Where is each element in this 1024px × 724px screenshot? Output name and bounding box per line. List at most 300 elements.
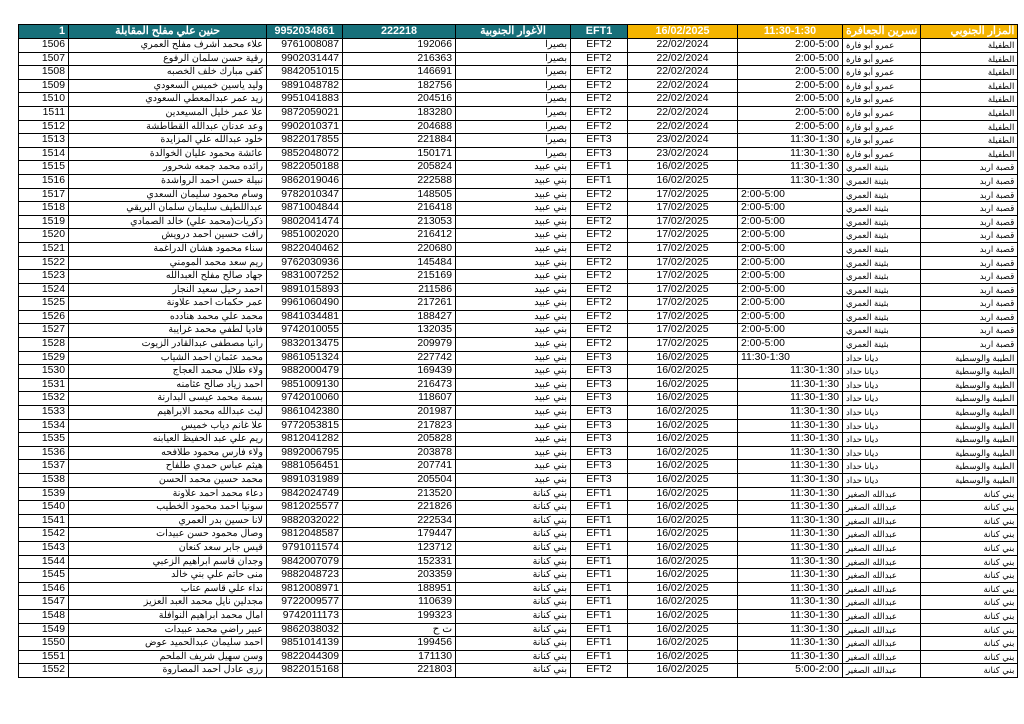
national-id-cell: 9812025577: [267, 501, 343, 515]
table-row: [19, 392, 1018, 406]
date-cell: 16/02/2025: [628, 161, 738, 175]
district-cell: بني كنانة: [921, 582, 1018, 596]
serial-cell: 1534: [19, 419, 69, 433]
date-cell: 17/02/2025: [628, 215, 738, 229]
table-row: [19, 161, 1018, 175]
number-cell: 209979: [343, 338, 456, 352]
supervisor-cell: ديانا حداد: [843, 460, 921, 474]
serial-cell: 1512: [19, 120, 69, 134]
name-cell: محمد عثمان احمد الشياب: [69, 351, 267, 365]
supervisor-cell: عبدالله الصغير: [843, 650, 921, 664]
serial-cell: 1549: [19, 623, 69, 637]
national-id-cell: 9822050188: [267, 161, 343, 175]
supervisor-cell: عمرو أبو فارة: [843, 120, 921, 134]
serial-cell: 1520: [19, 229, 69, 243]
serial-cell: 1514: [19, 147, 69, 161]
school-cell: بني عبيد: [456, 215, 571, 229]
table-row: [19, 66, 1018, 80]
table-row: [19, 270, 1018, 284]
number-cell: 204688: [343, 120, 456, 134]
date-cell: 16/02/2025: [628, 514, 738, 528]
table-row: [19, 174, 1018, 188]
name-cell: عبداللطيف سليمان سلمان البريقي: [69, 202, 267, 216]
serial-cell: 1525: [19, 297, 69, 311]
time-cell: 2:00-5:00: [738, 93, 843, 107]
name-cell: كفى مبارك خلف الخصبه: [69, 66, 267, 80]
date-cell: 17/02/2025: [628, 338, 738, 352]
table-row: [19, 365, 1018, 379]
serial-cell: 1531: [19, 378, 69, 392]
supervisor-cell: عبدالله الصغير: [843, 555, 921, 569]
district-cell: بني كنانة: [921, 541, 1018, 555]
course-cell: EFT2: [571, 39, 628, 53]
national-id-cell: 9822017855: [267, 134, 343, 148]
date-cell: 17/02/2025: [628, 256, 738, 270]
school-cell: بني كنانة: [456, 664, 571, 678]
spreadsheet-table: [18, 24, 1018, 678]
national-id-cell: 9842007079: [267, 555, 343, 569]
serial-cell: 1533: [19, 406, 69, 420]
district-cell: الطيبة والوسطية: [921, 392, 1018, 406]
number-cell: 222588: [343, 174, 456, 188]
name-cell: رقية حسن سلمان الرفوع: [69, 52, 267, 66]
course-cell: EFT2: [571, 66, 628, 80]
date-cell: 16/02/2025: [628, 419, 738, 433]
table-row: [19, 501, 1018, 515]
header-serial-cell: 1: [19, 25, 69, 39]
supervisor-cell: عمرو أبو فارة: [843, 147, 921, 161]
national-id-cell: 9892006795: [267, 446, 343, 460]
district-cell: بني كنانة: [921, 637, 1018, 651]
school-cell: بصيرا: [456, 39, 571, 53]
course-cell: EFT2: [571, 120, 628, 134]
serial-cell: 1551: [19, 650, 69, 664]
date-cell: 16/02/2025: [628, 609, 738, 623]
supervisor-cell: عبدالله الصغير: [843, 596, 921, 610]
course-cell: EFT3: [571, 378, 628, 392]
table-row: [19, 215, 1018, 229]
number-cell: 216412: [343, 229, 456, 243]
serial-cell: 1510: [19, 93, 69, 107]
course-cell: EFT2: [571, 188, 628, 202]
national-id-cell: 9882048723: [267, 569, 343, 583]
serial-cell: 1550: [19, 637, 69, 651]
course-cell: EFT2: [571, 52, 628, 66]
national-id-cell: 9881056451: [267, 460, 343, 474]
time-cell: 2:00-5:00: [738, 297, 843, 311]
number-cell: 220680: [343, 242, 456, 256]
serial-cell: 1509: [19, 79, 69, 93]
date-cell: 16/02/2025: [628, 596, 738, 610]
name-cell: ولاء فارس محمود طلافحه: [69, 446, 267, 460]
supervisor-cell: عبدالله الصغير: [843, 637, 921, 651]
course-cell: EFT2: [571, 283, 628, 297]
name-cell: منى حاتم علي بني خالد: [69, 569, 267, 583]
table-row: [19, 229, 1018, 243]
district-cell: بني كنانة: [921, 555, 1018, 569]
table-row: [19, 596, 1018, 610]
course-cell: EFT3: [571, 351, 628, 365]
course-cell: EFT1: [571, 541, 628, 555]
district-cell: قصبة اربد: [921, 161, 1018, 175]
supervisor-cell: عبدالله الصغير: [843, 623, 921, 637]
table-row: [19, 338, 1018, 352]
serial-cell: 1536: [19, 446, 69, 460]
district-cell: الطيبة والوسطية: [921, 419, 1018, 433]
time-cell: 11:30-1:30: [738, 147, 843, 161]
course-cell: EFT1: [571, 623, 628, 637]
time-cell: 2:00-5:00: [738, 106, 843, 120]
table-row: [19, 147, 1018, 161]
number-cell: 203359: [343, 569, 456, 583]
district-cell: الطفيلة: [921, 66, 1018, 80]
name-cell: فاديا لطفي محمد غرايبة: [69, 324, 267, 338]
school-cell: بصيرا: [456, 147, 571, 161]
school-cell: بني عبيد: [456, 392, 571, 406]
number-cell: 152331: [343, 555, 456, 569]
course-cell: EFT1: [571, 650, 628, 664]
number-cell: 221826: [343, 501, 456, 515]
time-cell: 11:30-1:30: [738, 528, 843, 542]
time-cell: 2:00-5:00: [738, 256, 843, 270]
district-cell: الطيبة والوسطية: [921, 351, 1018, 365]
number-cell: 211586: [343, 283, 456, 297]
school-cell: بصيرا: [456, 52, 571, 66]
national-id-cell: 9891015893: [267, 283, 343, 297]
national-id-cell: 9822040462: [267, 242, 343, 256]
header-district-cell: المزار الجنوبي: [921, 25, 1018, 39]
school-cell: بني كنانة: [456, 541, 571, 555]
name-cell: وصال محمود حسن عبيدات: [69, 528, 267, 542]
course-cell: EFT1: [571, 596, 628, 610]
number-cell: 221884: [343, 134, 456, 148]
number-cell: 222534: [343, 514, 456, 528]
name-cell: قيس جابر سعد كنعان: [69, 541, 267, 555]
number-cell: 145484: [343, 256, 456, 270]
district-cell: الطفيلة: [921, 52, 1018, 66]
number-cell: ت ح: [343, 623, 456, 637]
district-cell: الطيبة والوسطية: [921, 446, 1018, 460]
number-cell: 227742: [343, 351, 456, 365]
time-cell: 2:00-5:00: [738, 270, 843, 284]
number-cell: 110639: [343, 596, 456, 610]
district-cell: الطيبة والوسطية: [921, 474, 1018, 488]
number-cell: 199456: [343, 637, 456, 651]
district-cell: الطفيلة: [921, 93, 1018, 107]
supervisor-cell: بثينة العمري: [843, 161, 921, 175]
supervisor-cell: عبدالله الصغير: [843, 487, 921, 501]
supervisor-cell: بثينة العمري: [843, 229, 921, 243]
supervisor-cell: ديانا حداد: [843, 351, 921, 365]
school-cell: بني عبيد: [456, 378, 571, 392]
supervisor-cell: عبدالله الصغير: [843, 609, 921, 623]
time-cell: 2:00-5:00: [738, 52, 843, 66]
national-id-cell: 9872059021: [267, 106, 343, 120]
course-cell: EFT1: [571, 609, 628, 623]
time-cell: 11:30-1:30: [738, 609, 843, 623]
school-cell: بني عبيد: [456, 297, 571, 311]
course-cell: EFT2: [571, 256, 628, 270]
supervisor-cell: ديانا حداد: [843, 392, 921, 406]
serial-cell: 1523: [19, 270, 69, 284]
district-cell: قصبة اربد: [921, 324, 1018, 338]
national-id-cell: 9812041282: [267, 433, 343, 447]
course-cell: EFT1: [571, 161, 628, 175]
course-cell: EFT3: [571, 446, 628, 460]
supervisor-cell: عمرو أبو فارة: [843, 106, 921, 120]
header-time-cell: 11:30-1:30: [738, 25, 843, 39]
district-cell: الطفيلة: [921, 120, 1018, 134]
supervisor-cell: ديانا حداد: [843, 378, 921, 392]
time-cell: 11:30-1:30: [738, 541, 843, 555]
national-id-cell: 9742011173: [267, 609, 343, 623]
time-cell: 2:00-5:00: [738, 229, 843, 243]
serial-cell: 1542: [19, 528, 69, 542]
school-cell: بني عبيد: [456, 338, 571, 352]
district-cell: الطيبة والوسطية: [921, 365, 1018, 379]
table-row: [19, 39, 1018, 53]
number-cell: 132035: [343, 324, 456, 338]
school-cell: بني كنانة: [456, 623, 571, 637]
table-row: [19, 378, 1018, 392]
course-cell: EFT3: [571, 392, 628, 406]
national-id-cell: 9951041883: [267, 93, 343, 107]
supervisor-cell: عبدالله الصغير: [843, 664, 921, 678]
time-cell: 11:30-1:30: [738, 365, 843, 379]
school-cell: بني كنانة: [456, 501, 571, 515]
supervisor-cell: عمرو أبو فارة: [843, 134, 921, 148]
serial-cell: 1517: [19, 188, 69, 202]
national-id-cell: 9791011574: [267, 541, 343, 555]
serial-cell: 1537: [19, 460, 69, 474]
school-cell: بني عبيد: [456, 202, 571, 216]
time-cell: 2:00-5:00: [738, 310, 843, 324]
national-id-cell: 9742010055: [267, 324, 343, 338]
national-id-cell: 9831007252: [267, 270, 343, 284]
table-row: [19, 406, 1018, 420]
table-row: [19, 93, 1018, 107]
district-cell: الطيبة والوسطية: [921, 460, 1018, 474]
number-cell: 118607: [343, 392, 456, 406]
course-cell: EFT1: [571, 501, 628, 515]
supervisor-cell: عمرو أبو فارة: [843, 93, 921, 107]
serial-cell: 1508: [19, 66, 69, 80]
national-id-cell: 9822044309: [267, 650, 343, 664]
name-cell: علا عمر خليل المسيعدين: [69, 106, 267, 120]
number-cell: 199323: [343, 609, 456, 623]
serial-cell: 1526: [19, 310, 69, 324]
time-cell: 11:30-1:30: [738, 487, 843, 501]
name-cell: خلود عبدالله علي المزايدة: [69, 134, 267, 148]
time-cell: 2:00-5:00: [738, 202, 843, 216]
school-cell: بصيرا: [456, 120, 571, 134]
time-cell: 5:00-2:00: [738, 664, 843, 678]
date-cell: 17/02/2025: [628, 283, 738, 297]
table-row: [19, 120, 1018, 134]
date-cell: 16/02/2025: [628, 174, 738, 188]
table-row: [19, 433, 1018, 447]
table-row: [19, 650, 1018, 664]
table-row: [19, 324, 1018, 338]
name-cell: وسن سهيل شريف الملحم: [69, 650, 267, 664]
serial-cell: 1511: [19, 106, 69, 120]
supervisor-cell: بثينة العمري: [843, 188, 921, 202]
course-cell: EFT3: [571, 460, 628, 474]
school-cell: بني عبيد: [456, 229, 571, 243]
school-cell: بني كنانة: [456, 596, 571, 610]
district-cell: الطيبة والوسطية: [921, 433, 1018, 447]
header-supervisor-cell: نسرين الجعافرة: [843, 25, 921, 39]
date-cell: 16/02/2025: [628, 365, 738, 379]
number-cell: 192066: [343, 39, 456, 53]
supervisor-cell: عبدالله الصغير: [843, 541, 921, 555]
number-cell: 221803: [343, 664, 456, 678]
number-cell: 188427: [343, 310, 456, 324]
course-cell: EFT2: [571, 297, 628, 311]
course-cell: EFT2: [571, 310, 628, 324]
time-cell: 11:30-1:30: [738, 555, 843, 569]
time-cell: 2:00-5:00: [738, 283, 843, 297]
district-cell: بني كنانة: [921, 609, 1018, 623]
time-cell: 2:00-5:00: [738, 120, 843, 134]
name-cell: امال محمد ابراهيم النوافلة: [69, 609, 267, 623]
national-id-cell: 9961060490: [267, 297, 343, 311]
serial-cell: 1546: [19, 582, 69, 596]
date-cell: 22/02/2024: [628, 93, 738, 107]
date-cell: 16/02/2025: [628, 501, 738, 515]
course-cell: EFT2: [571, 270, 628, 284]
name-cell: وجدان قاسم ابراهيم الزعبي: [69, 555, 267, 569]
serial-cell: 1544: [19, 555, 69, 569]
district-cell: بني كنانة: [921, 664, 1018, 678]
school-cell: بني عبيد: [456, 406, 571, 420]
course-cell: EFT1: [571, 637, 628, 651]
name-cell: دعاء محمد احمد علاونة: [69, 487, 267, 501]
table-row: [19, 609, 1018, 623]
number-cell: 146691: [343, 66, 456, 80]
national-id-cell: 9851002020: [267, 229, 343, 243]
serial-cell: 1541: [19, 514, 69, 528]
national-id-cell: 9871004844: [267, 202, 343, 216]
date-cell: 22/02/2024: [628, 106, 738, 120]
district-cell: الطيبة والوسطية: [921, 406, 1018, 420]
time-cell: 2:00-5:00: [738, 215, 843, 229]
course-cell: EFT2: [571, 79, 628, 93]
date-cell: 16/02/2025: [628, 433, 738, 447]
time-cell: 11:30-1:30: [738, 419, 843, 433]
table-row: [19, 664, 1018, 678]
serial-cell: 1518: [19, 202, 69, 216]
name-cell: سونيا احمد محمود الخطيب: [69, 501, 267, 515]
date-cell: 22/02/2024: [628, 66, 738, 80]
supervisor-cell: عبدالله الصغير: [843, 528, 921, 542]
supervisor-cell: بثينة العمري: [843, 242, 921, 256]
supervisor-cell: بثينة العمري: [843, 324, 921, 338]
header-name-cell: حنين علي مفلح المقابلة: [69, 25, 267, 39]
national-id-cell: 9832013475: [267, 338, 343, 352]
name-cell: محمد حسين محمد الحسن: [69, 474, 267, 488]
serial-cell: 1516: [19, 174, 69, 188]
table-row: [19, 297, 1018, 311]
supervisor-cell: بثينة العمري: [843, 215, 921, 229]
course-cell: EFT1: [571, 582, 628, 596]
supervisor-cell: بثينة العمري: [843, 256, 921, 270]
name-cell: رائده محمد جمعه شحرور: [69, 161, 267, 175]
number-cell: 182756: [343, 79, 456, 93]
school-cell: بني كنانة: [456, 528, 571, 542]
number-cell: 216418: [343, 202, 456, 216]
district-cell: قصبة اربد: [921, 242, 1018, 256]
school-cell: بني عبيد: [456, 433, 571, 447]
date-cell: 16/02/2025: [628, 474, 738, 488]
name-cell: احمد رحيل سعيد النجار: [69, 283, 267, 297]
time-cell: 11:30-1:30: [738, 134, 843, 148]
name-cell: لانا حسين بدر العمري: [69, 514, 267, 528]
number-cell: 171130: [343, 650, 456, 664]
header-row: [19, 25, 1018, 39]
name-cell: ليث عبدالله محمد الابراهيم: [69, 406, 267, 420]
name-cell: علاء محمد أشرف مفلح العمري: [69, 39, 267, 53]
time-cell: 11:30-1:30: [738, 637, 843, 651]
supervisor-cell: بثينة العمري: [843, 310, 921, 324]
serial-cell: 1532: [19, 392, 69, 406]
serial-cell: 1543: [19, 541, 69, 555]
table-row: [19, 474, 1018, 488]
supervisor-cell: ديانا حداد: [843, 406, 921, 420]
course-cell: EFT1: [571, 555, 628, 569]
number-cell: 179447: [343, 528, 456, 542]
school-cell: بصيرا: [456, 66, 571, 80]
table-row: [19, 202, 1018, 216]
course-cell: EFT3: [571, 365, 628, 379]
serial-cell: 1515: [19, 161, 69, 175]
date-cell: 16/02/2025: [628, 378, 738, 392]
course-cell: EFT3: [571, 134, 628, 148]
time-cell: 11:30-1:30: [738, 351, 843, 365]
time-cell: 11:30-1:30: [738, 392, 843, 406]
date-cell: 16/02/2025: [628, 637, 738, 651]
table-row: [19, 487, 1018, 501]
date-cell: 16/02/2025: [628, 446, 738, 460]
table-row: [19, 134, 1018, 148]
number-cell: 148505: [343, 188, 456, 202]
national-id-cell: 9742010060: [267, 392, 343, 406]
district-cell: قصبة اربد: [921, 215, 1018, 229]
table-row: [19, 541, 1018, 555]
number-cell: 205828: [343, 433, 456, 447]
date-cell: 17/02/2025: [628, 202, 738, 216]
district-cell: بني كنانة: [921, 501, 1018, 515]
national-id-cell: 9861042380: [267, 406, 343, 420]
date-cell: 16/02/2025: [628, 555, 738, 569]
national-id-cell: 9761008087: [267, 39, 343, 53]
serial-cell: 1545: [19, 569, 69, 583]
name-cell: علا غانم دياب خميس: [69, 419, 267, 433]
date-cell: 22/02/2024: [628, 52, 738, 66]
name-cell: وسام محمود سليمان السعدي: [69, 188, 267, 202]
district-cell: بني كنانة: [921, 596, 1018, 610]
date-cell: 17/02/2025: [628, 242, 738, 256]
district-cell: قصبة اربد: [921, 229, 1018, 243]
serial-cell: 1528: [19, 338, 69, 352]
national-id-cell: 9772053815: [267, 419, 343, 433]
national-id-cell: 9782010347: [267, 188, 343, 202]
supervisor-cell: بثينة العمري: [843, 297, 921, 311]
header-date-cell: 16/02/2025: [628, 25, 738, 39]
time-cell: 11:30-1:30: [738, 433, 843, 447]
date-cell: 16/02/2025: [628, 351, 738, 365]
national-id-cell: 9891048782: [267, 79, 343, 93]
